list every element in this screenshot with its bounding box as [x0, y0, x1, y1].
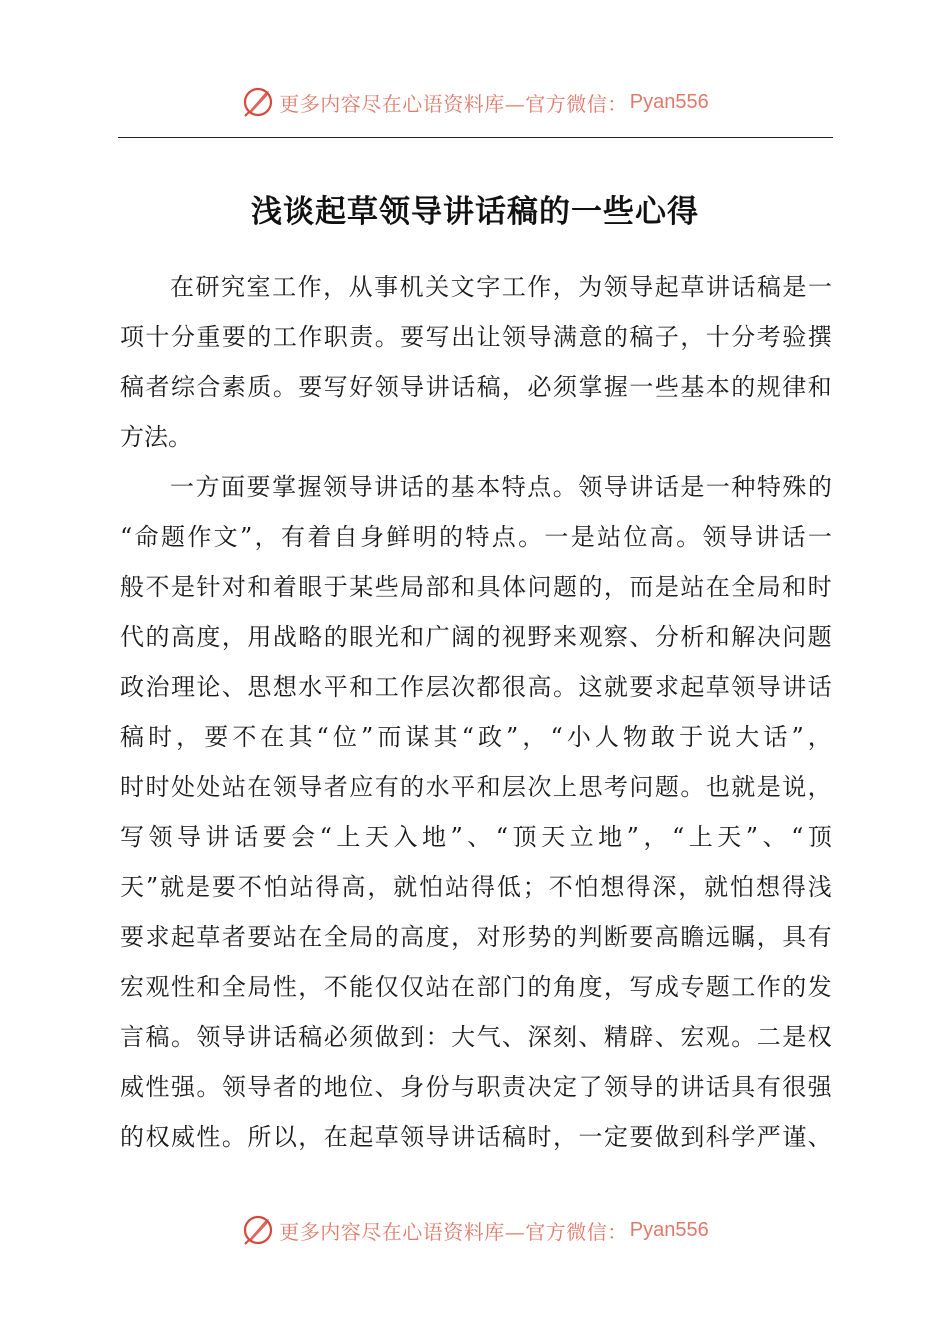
text-line: 方法。 — [120, 423, 192, 451]
text-line: 稿 者 综 合 素 质 。 要 写 好 领 导 讲 话 稿 ， 必 须 掌 握 一 些 基 本 的 规 律 和 — [120, 373, 832, 401]
text-line: 时 时 处 处 站 在 领 导 者 应 有 的 水 平 和 层 次 上 思 考 问 题 。 也 就 是 说 ， — [120, 773, 832, 801]
text-line: 的 权 威 性 。 所 以 ， 在 起 草 领 导 讲 话 稿 时 ， 一 定 要 做 到 科 学 严 谨 、 — [120, 1123, 832, 1151]
banner-text: 更多内容尽在心语资料库—官方微信： — [279, 1219, 628, 1244]
footer-banner — [0, 1210, 950, 1250]
text-line: 在 研 究 室 工 作 ， 从 事 机 关 文 字 工 作 ， 为 领 导 起 草 讲 话 稿 是 一 — [170, 273, 832, 301]
text-line: 政 治 理 论 、 思 想 水 平 和 工 作 层 次 都 很 高 。 这 就 要 求 起 草 领 导 讲 话 — [120, 673, 832, 701]
text-line: 写 领 导 讲 话 要 会 “ 上 天 入 地 ” 、 “ 顶 天 立 地 ” ， “ 上 天 ” 、 “ 顶 — [120, 823, 832, 851]
text-line: 项 十 分 重 要 的 工 作 职 责 。 要 写 出 让 领 导 满 意 的 稿 子 ， 十 分 考 验 撰 — [120, 323, 832, 351]
banner-text: 更多内容尽在心语资料库—官方微信： — [279, 91, 628, 116]
quill-logo-icon — [241, 85, 275, 119]
header-banner — [0, 82, 950, 122]
header-divider — [118, 137, 833, 138]
text-line: 宏 观 性 和 全 局 性 ， 不 能 仅 仅 站 在 部 门 的 角 度 ， 写 成 专 题 工 作 的 发 — [120, 973, 832, 1001]
text-line: 代 的 高 度 ， 用 战 略 的 眼 光 和 广 阔 的 视 野 来 观 察 、 分 析 和 解 决 问 题 — [120, 623, 832, 651]
text-line: 一 方 面 要 掌 握 领 导 讲 话 的 基 本 特 点 。 领 导 讲 话 是 一 种 特 殊 的 — [170, 473, 832, 501]
document-title: 浅谈起草领导讲话稿的一些心得 — [251, 194, 699, 230]
text-line: 言 稿 。 领 导 讲 话 稿 必 须 做 到 ： 大 气 、 深 刻 、 精 辟 、 宏 观 。 二 是 权 — [120, 1023, 832, 1051]
text-line: 天 ” 就 是 要 不 怕 站 得 高 ， 就 怕 站 得 低 ； 不 怕 想 得 深 ， 就 怕 想 得 浅 — [120, 873, 832, 901]
text-line: “ 命 题 作 文 ” ， 有 着 自 身 鲜 明 的 特 点 。 一 是 站 位 高 。 领 导 讲 话 一 — [120, 523, 832, 551]
wechat-id: Pyan556 — [629, 90, 709, 113]
text-line: 般 不 是 针 对 和 着 眼 于 某 些 局 部 和 具 体 问 题 的 ， 而 是 站 在 全 局 和 时 — [120, 573, 832, 601]
text-line: 稿 时 ， 要 不 在 其 “ 位 ” 而 谋 其 “ 政 ” ， “ 小 人 物 敢 于 说 大 话 ” ， — [120, 723, 832, 751]
text-line: 威 性 强 。 领 导 者 的 地 位 、 身 份 与 职 责 决 定 了 领 导 的 讲 话 具 有 很 强 — [120, 1073, 832, 1101]
quill-logo-icon — [241, 1213, 275, 1247]
text-line: 要 求 起 草 者 要 站 在 全 局 的 高 度 ， 对 形 势 的 判 断 要 高 瞻 远 瞩 ， 具 有 — [120, 923, 832, 951]
document-body — [120, 262, 832, 1162]
wechat-id: Pyan556 — [629, 1218, 709, 1241]
